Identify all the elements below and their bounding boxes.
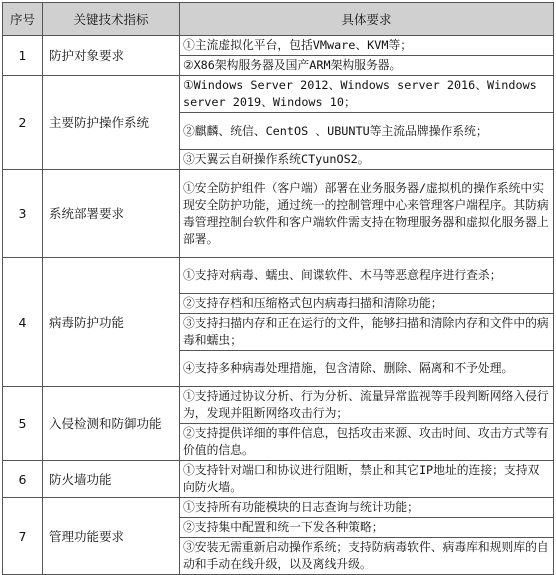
table-row — [3, 461, 554, 498]
requirement-item: ②支持提供详细的事件信息，包括攻击来源、攻击时间、攻击方式等有价值的信息。 — [180, 424, 554, 461]
requirement-item: ②麒麟、统信、CentOS 、UBUNTU等主流品牌操作系统； — [180, 113, 554, 150]
table-row — [3, 170, 554, 258]
header-row — [3, 3, 554, 36]
requirement-item: ①安全防护组件（客户端）部署在业务服务器/虚拟机的操作系统中实现安全防护功能，通过统一的控制管理中心来管理客户端程序。其防病毒管理控制台软件和客户端软件需支持在物理服务器和虚拟化服务器上部署。 — [180, 170, 554, 258]
indicator-name: 系统部署要求 — [43, 170, 180, 258]
row-number: 1 — [3, 36, 43, 76]
requirement-item: ①支持对病毒、蠕虫、间谍软件、木马等恶意程序进行查杀； — [180, 258, 554, 294]
indicator-name: 防护对象要求 — [43, 36, 180, 76]
row-number: 5 — [3, 387, 43, 461]
requirements-table — [2, 2, 554, 575]
requirement-item: ②支持集中配置和统一下发各种策略； — [180, 518, 554, 538]
table-row — [3, 76, 554, 113]
requirement-item: ②支持存档和压缩格式包内病毒扫描和清除功能； — [180, 294, 554, 314]
row-number: 7 — [3, 498, 43, 575]
indicator-name: 病毒防护功能 — [43, 258, 180, 387]
table-row — [3, 36, 554, 56]
row-number: 4 — [3, 258, 43, 387]
requirement-item: ①Windows Server 2012、Windows server 2016、Windows server 2019、Windows 10； — [180, 76, 554, 113]
table-row — [3, 258, 554, 294]
indicator-name: 入侵检测和防御功能 — [43, 387, 180, 461]
requirement-item: ①支持通过协议分析、行为分析、流量异常监视等手段判断网络入侵行为，发现并阻断网络攻击行为； — [180, 387, 554, 424]
requirement-item: ③安装无需重新启动操作系统；支持防病毒软件、病毒库和规则库的自动和手动在线升级，以及离线升级。 — [180, 538, 554, 575]
row-number: 2 — [3, 76, 43, 170]
requirement-item: ①主流虚拟化平台，包括VMware、KVM等； — [180, 36, 554, 56]
header-requirement: 具体要求 — [180, 3, 554, 36]
requirement-item: ①支持针对端口和协议进行阻断，禁止和其它IP地址的连接；支持双向防火墙。 — [180, 461, 554, 498]
table-row — [3, 498, 554, 518]
indicator-name: 防火墙功能 — [43, 461, 180, 498]
requirement-item: ③支持扫描内存和正在运行的文件，能够扫描和清除内存和文件中的病毒和蠕虫； — [180, 314, 554, 351]
requirement-item: ②X86架构服务器及国产ARM架构服务器。 — [180, 56, 554, 76]
row-number: 6 — [3, 461, 43, 498]
requirement-item: ④支持多种病毒处理措施，包含清除、删除、隔离和不予处理。 — [180, 351, 554, 387]
requirement-item: ③天翼云自研操作系统CTyunOS2。 — [180, 150, 554, 170]
row-number: 3 — [3, 170, 43, 258]
requirement-item: ①支持所有功能模块的日志查询与统计功能； — [180, 498, 554, 518]
header-no: 序号 — [3, 3, 43, 36]
header-indicator: 关键技术指标 — [43, 3, 180, 36]
indicator-name: 主要防护操作系统 — [43, 76, 180, 170]
indicator-name: 管理功能要求 — [43, 498, 180, 575]
table-row — [3, 387, 554, 424]
